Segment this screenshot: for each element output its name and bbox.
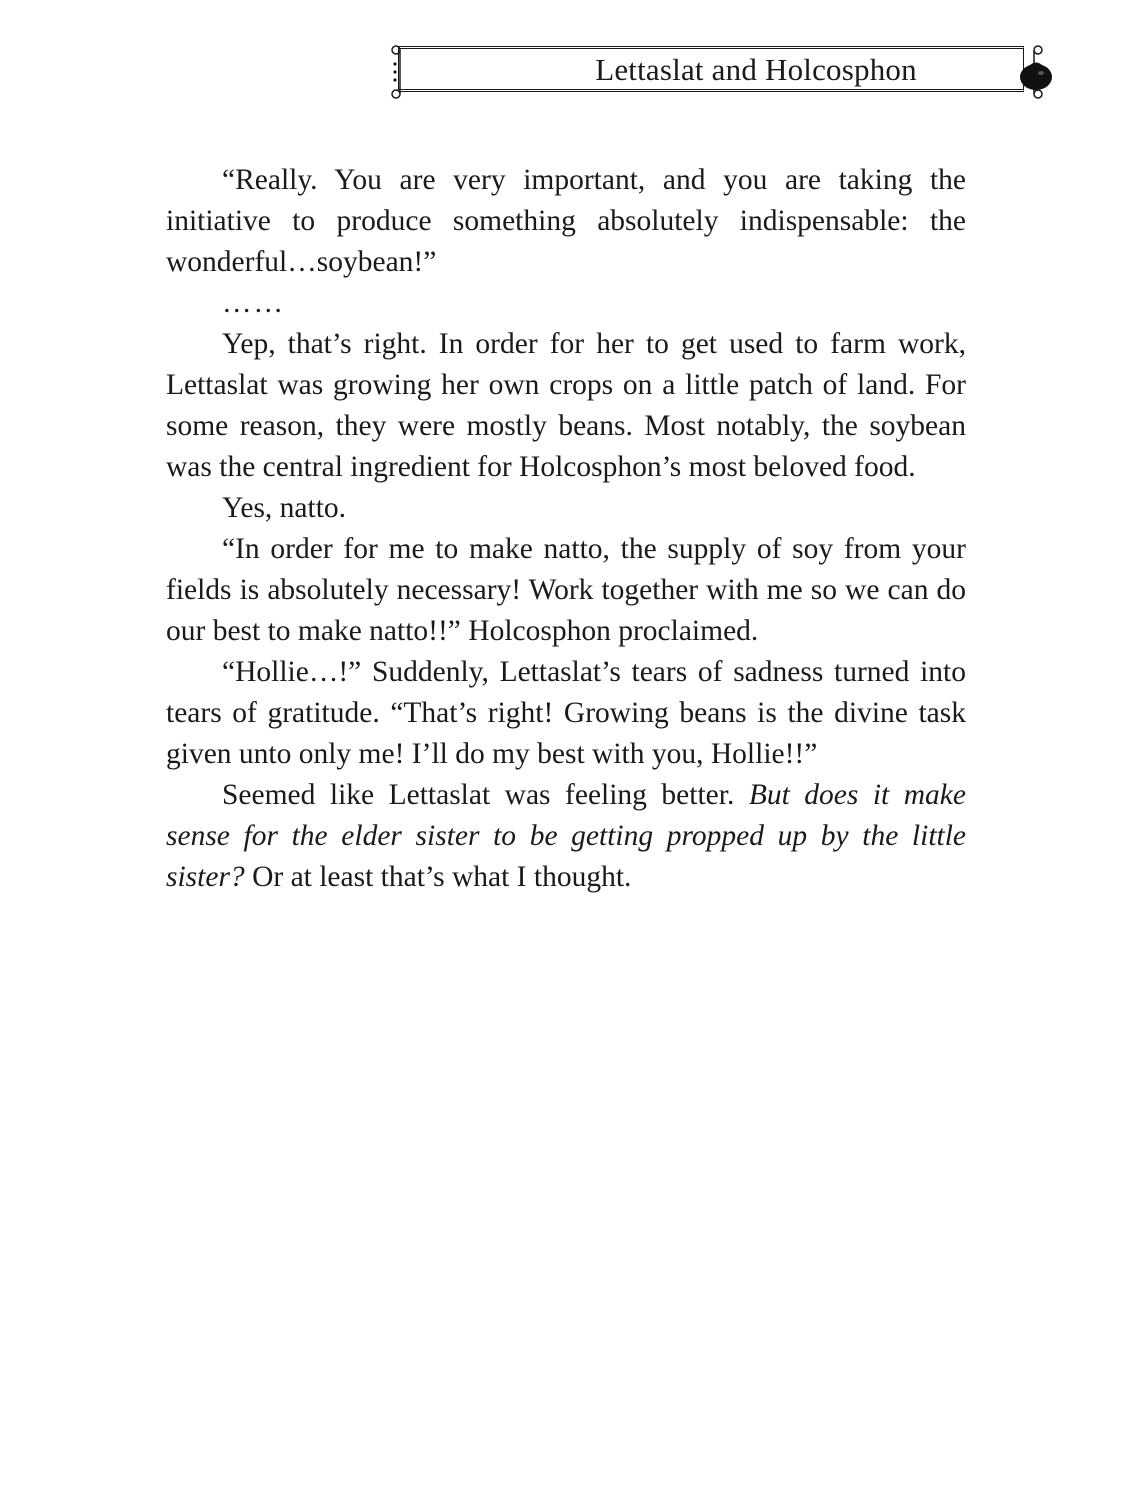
paragraph: Yep, that’s right. In order for her to get used to farm work, Lettaslat was growing her own crops on a little patch of land. For some reason, they were mostly beans. Most notably, the soybean was the central ingredient for Holcosphon’s most beloved food.: [166, 328, 966, 483]
page-title: Lettaslat and Holcosphon: [595, 52, 917, 87]
final-text-end: Or at least that’s what I thought.: [244, 861, 632, 893]
paragraph: “Really. You are very important, and you are taking the initiative to produce something absolutely indispensable: the wonderful…soybean!”: [166, 164, 966, 278]
final-text-start: Seemed like Lettaslat was feeling better.: [222, 779, 749, 811]
inner-thought-italic: But does it make sense for the elder sister to be getting propped up by the little sister?: [166, 779, 966, 893]
paragraph: “In order for me to make natto, the supply of soy from your fields is absolutely necessary! Work together with me so we can do our best to make natto!!” Holcosphon proclaimed.: [166, 533, 966, 647]
running-header: [386, 42, 1046, 102]
paragraph: “Hollie…!” Suddenly, Lettaslat’s tears of sadness turned into tears of gratitude. “That’s right! Growing beans is the divine task given unto only me! I’ll do my best with you, Hollie!!”: [166, 656, 966, 770]
paragraph-final: [166, 775, 966, 898]
paragraph-ellipsis: ……: [222, 287, 285, 319]
body-text: [166, 160, 966, 898]
paragraph: Yes, natto.: [222, 492, 347, 524]
tomato-icon: [1014, 56, 1054, 92]
